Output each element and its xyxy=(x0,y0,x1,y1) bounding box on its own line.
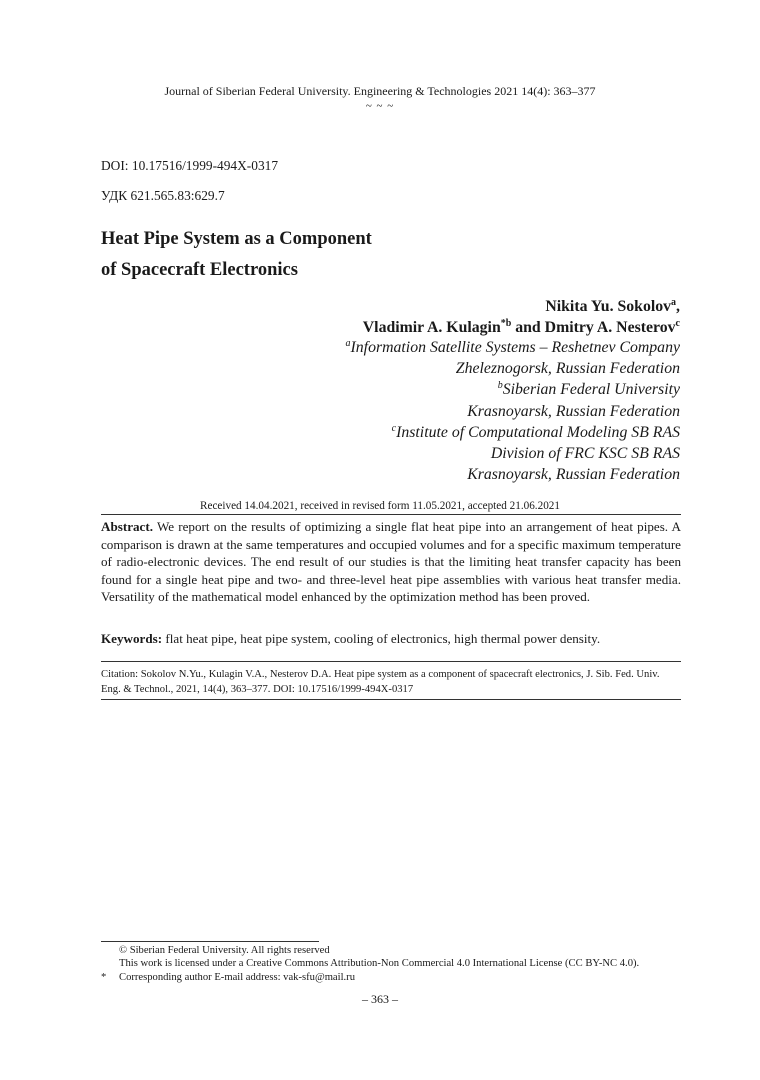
abstract-text: We report on the results of optimizing a single flat heat pipe into an arrangement of heat pipes. A comparison is drawn at the same temperatures and occupied volumes and for a specific maximum temperature of radio-electronic devices. The end result of our studies is that the limiting heat transfer capacity has been found for a single heat pipe and two- and three-level heat pipe assemblies with various heat transfer media. Versatility of the mathematical model enhanced by the optimization method has been proved. xyxy=(101,519,681,604)
affiliation-c-line-1 xyxy=(346,422,680,443)
affiliation-c-line-2: Division of FRC KSC SB RAS xyxy=(490,445,680,463)
citation: Citation: Sokolov N.Yu., Kulagin V.A., Nesterov D.A. Heat pipe system as a component of spacecraft electronics, J. Sib. Fed. Univ. Eng. & Technol., 2021, 14(4), 363–377. DOI: 10.17516/1999-494X-0317 xyxy=(101,669,660,695)
footnote-corresponding xyxy=(101,971,691,984)
title-line-2: of Spacecraft Electronics xyxy=(101,260,298,280)
footnotes xyxy=(101,944,691,984)
affiliations xyxy=(346,337,680,485)
footnote-license: This work is licensed under a Creative Commons Attribution-Non Commercial 4.0 International License (CC BY-NC 4.0). xyxy=(119,958,640,970)
author-sup: a xyxy=(671,297,677,308)
affiliation-sup: a xyxy=(345,338,351,349)
footnote-asterisk: * xyxy=(101,971,107,983)
abstract xyxy=(101,518,681,606)
paper-title xyxy=(101,224,372,286)
doi: DOI: 10.17516/1999-494X-0317 xyxy=(101,158,279,173)
page-number: – 363 – xyxy=(362,992,398,1006)
journal-header: Journal of Siberian Federal University. Engineering & Technologies 2021 14(4): 363–377 xyxy=(164,84,596,98)
header-separator: ~ ~ ~ xyxy=(365,100,395,112)
affiliation-text: Siberian Federal University xyxy=(502,381,680,399)
udk: УДК 621.565.83:629.7 xyxy=(101,188,225,203)
divider-citation-bottom xyxy=(101,699,681,700)
footnote-copyright: © Siberian Federal University. All rights reserved xyxy=(119,945,330,956)
keywords xyxy=(101,630,681,648)
author-separator: , xyxy=(676,298,680,315)
affiliation-c-line-3: Krasnoyarsk, Russian Federation xyxy=(467,466,680,484)
keywords-text: flat heat pipe, heat pipe system, cooling of electronics, high thermal power density. xyxy=(165,631,601,646)
affiliation-b-line-2: Krasnoyarsk, Russian Federation xyxy=(467,402,680,420)
author-sokolov: Nikita Yu. Sokolov xyxy=(545,298,672,315)
author-kulagin: Vladimir A. Kulagin xyxy=(362,319,501,336)
affiliation-b-line-1 xyxy=(346,379,680,400)
received-dates: Received 14.04.2021, received in revised form 11.05.2021, accepted 21.06.2021 xyxy=(200,500,560,512)
author-sup: c xyxy=(675,318,680,329)
affiliation-sup: b xyxy=(497,380,503,392)
authors xyxy=(363,296,680,338)
affiliation-text: Information Satellite Systems – Reshetnev Company xyxy=(350,339,680,356)
footnote-rule xyxy=(101,941,319,942)
author-line-1 xyxy=(363,296,680,317)
author-sup: *b xyxy=(500,318,512,329)
keywords-label: Keywords: xyxy=(101,631,163,646)
author-line-2 xyxy=(363,317,680,338)
divider-citation-top xyxy=(101,661,681,662)
footnote-email: Corresponding author E-mail address: vak-sfu@mail.ru xyxy=(119,971,355,983)
affiliation-a-line-2: Zheleznogorsk, Russian Federation xyxy=(455,360,680,378)
title-line-1: Heat Pipe System as a Component xyxy=(101,229,372,249)
affiliation-text: Institute of Computational Modeling SB RAS xyxy=(396,423,680,441)
affiliation-sup: c xyxy=(391,422,397,434)
abstract-label: Abstract. xyxy=(101,519,153,534)
author-nesterov: Dmitry A. Nesterov xyxy=(544,319,676,336)
author-connector: and xyxy=(511,319,545,336)
divider-top xyxy=(101,514,681,515)
affiliation-a-line-1 xyxy=(346,337,680,358)
